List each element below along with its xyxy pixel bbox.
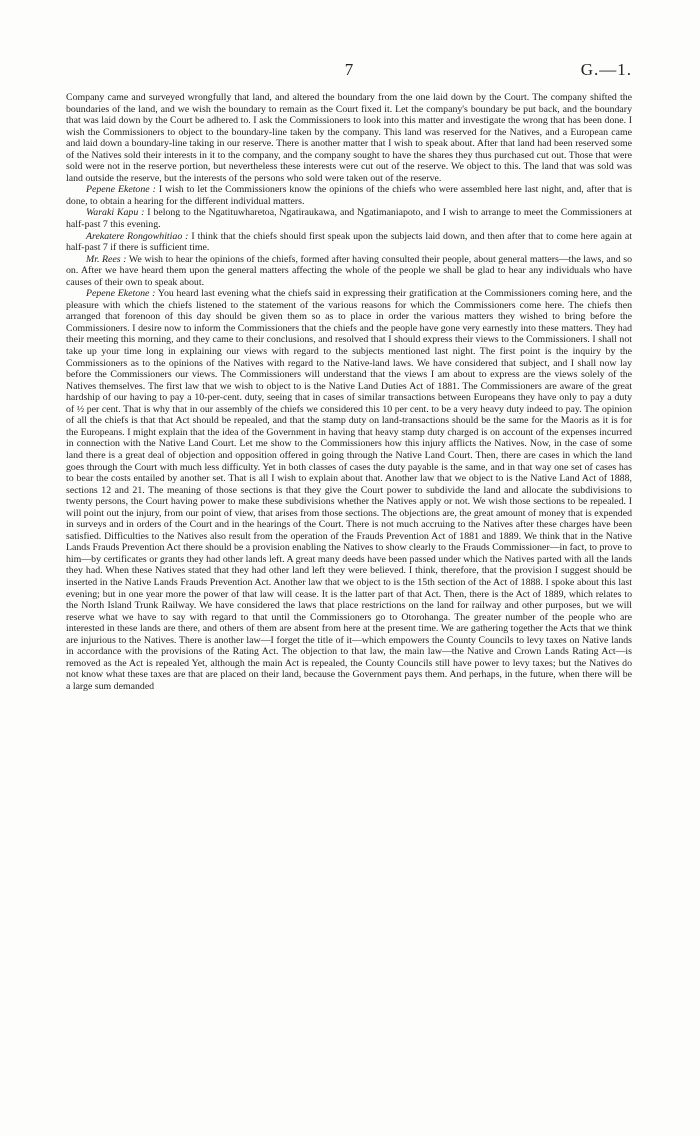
- document-reference: G.—1.: [580, 60, 632, 79]
- speaker-name: Mr. Rees :: [86, 253, 127, 265]
- paragraph: [66, 231, 632, 254]
- paragraph: [66, 254, 632, 289]
- page-number: 7: [344, 60, 354, 79]
- paragraph-text: Company came and surveyed wrongfully that land, and altered the boundary from the one laid down by the Court. The company shifted the boundaries of the land, and we wish the boundary to remain as the Court fixed it. Let the company's boundary be put back, and the boundary that was laid down by the Court be adhered to. I ask the Commissioners to look into this matter and investigate the wrong that has been done. I wish the Commissioners to object to the boundary-line taken by the company. This land was reserved for the Natives, and a European came and laid down a boundary-line taking in our reserve. There is another matter that I wish to speak about. After that land had been reserved some of the Natives sold their interests in it to the company, and the company sought to have the shares they thus purchased cut out. Those that were sold were not in the reserve portion, but nevertheless these interests were cut out of the reserve. We object to this. The land that was sold was land outside the reserve, but the interests of the persons who sold were taken out of the reserve.: [66, 92, 632, 184]
- speaker-name: Waraki Kapu :: [86, 207, 145, 219]
- speaker-name: Pepene Eketone :: [86, 184, 156, 196]
- paragraph: [66, 207, 632, 230]
- paragraph-text: I think that the chiefs should first speak upon the subjects laid down, and then after that to come here again at half-past 7 if there is sufficient time.: [66, 230, 632, 254]
- paragraph: [66, 184, 632, 207]
- paragraph-text: I belong to the Ngatituwharetoa, Ngatiraukawa, and Ngatimaniapoto, and I wish to arrange to meet the Commissioners at half-past 7 this evening.: [66, 207, 633, 231]
- paragraph: [66, 288, 632, 692]
- speaker-name: Arekatere Rongowhitiao :: [86, 230, 189, 242]
- body-text: [66, 92, 632, 692]
- page-header: [66, 60, 632, 84]
- paragraph: [66, 92, 632, 184]
- speaker-name: Pepene Eketone :: [86, 288, 156, 300]
- paragraph-text: We wish to hear the opinions of the chiefs, formed after having consulted their people, about general matters—the laws, and so on. After we have heard them upon the general matters affecting the whole of the people we shall be glad to hear any individuals who have causes of their own to speak about.: [66, 253, 632, 288]
- paragraph-text: You heard last evening what the chiefs said in expressing their gratification at the Commissioners coming here, and the pleasure with which the chiefs listened to the statement of the various reasons for which the Commissioners come here. The chiefs then arranged that forenoon of this day should be given them so as to place in order the various matters they wished to bring before the Commissioners. I desire now to inform the Commissioners that the chiefs and the people have gone very earnestly into these matters. They had their meeting this morning, and they came to their conclusions, and resolved that I should express their views to the Commissioners. I shall not take up your time long in explaining our views with regard to the subjects mentioned last night. The first point is the inquiry by the Commissioners as to the opinions of the Natives with regard to the Native-land laws. We have considered that subject, and I shall now lay before the Commissioners our views. The Commissioners will understand that the views I am about to express are the views solely of the Natives themselves. The first law that we wish to object to is the Native Land Duties Act of 1881. The Commissioners are aware of the great hardship of our having to pay a 10-per-cent. duty, seeing that in cases of similar transactions between Europeans they have only to pay a duty of ½ per cent. That is why that in our assembly of the chiefs we considered this 10 per cent. to be a very heavy duty indeed to pay. The opinion of all the chiefs is that that Act should be repealed, and that the stamp duty on land-transactions should be the same for the Maoris as it is for the Europeans. I might explain that the idea of the Government in having that heavy stamp duty charged is on account of the expenses incurred in connection with the Native Land Court. Let me show to the Commissioners how this injury afflicts the Natives. Now, in the case of some land there is a great deal of objection and opposition offered in going through the Native Land Court. Then, there are cases in which the land goes through the Court with much less difficulty. Yet in both classes of cases the duty payable is the same, and in that way one set of cases has to bear the costs entailed by another set. That is all I wish to explain about that. Another law that we object to is the Native Land Act of 1888, sections 12 and 21. The meaning of those sections is that they give the Court power to subdivide the land and allocate the subdivisions to twenty persons, the Court having power to make these subdivisions whether the Natives apply or not. We wish those sections to be repealed. I will point out the injury, from our point of view, that arises from those sections. The objections are, the great amount of money that is expended in surveys and in orders of the Court and in the hearings of the Court. There is not much accruing to the Natives after these charges have been satisfied. Difficulties to the Natives also result from the operation of the Frauds Prevention Act of 1881 and 1889. We think that in the Native Lands Frauds Prevention Act there should be a provision enabling the Natives to show clearly to the Frauds Commissioner—in fact, to prove to him—by certificates or grants they had other lands left. A great many deeds have been passed under which the Natives parted with all the lands they had. When these Natives stated that they had other land left they were believed. I think, therefore, that the provision I suggest should be inserted in the Native Lands Frauds Prevention Act. Another law that we object to is the 15th section of the Act of 1888. I spoke about this last evening; but in one year more the power of that law will cease. It is the latter part of that Act. Then, there is the Act of 1889, which relates to the North Island Trunk Railway. We have considered the laws that place restrictions on the land for railway and other purposes, but we will reserve what we have to say with regard to that until the Commissioners go to Otorohanga. The greater number of the people who are interested in these lands are there, and others of them are absent from here at the present time. We are gathering together the Acts that we think are injurious to the Natives. There is another law—I forget the title of it—which empowers the County Councils to levy taxes on Native lands in accordance with the provisions of the Rating Act. The objection to that law, the main law—the Native and Crown Lands Rating Act—is removed as the Act is repealed Yet, although the main Act is repealed, the County Councils still have power to levy taxes; but the Natives do not know what these taxes are that are placed on their land, because the Government pays them. And perhaps, in the future, when there will be a large sum demanded: [66, 288, 632, 692]
- paragraph-text: I wish to let the Commissioners know the opinions of the chiefs who were assembled here last night, and, after that is done, to obtain a hearing for the different individual matters.: [66, 184, 632, 207]
